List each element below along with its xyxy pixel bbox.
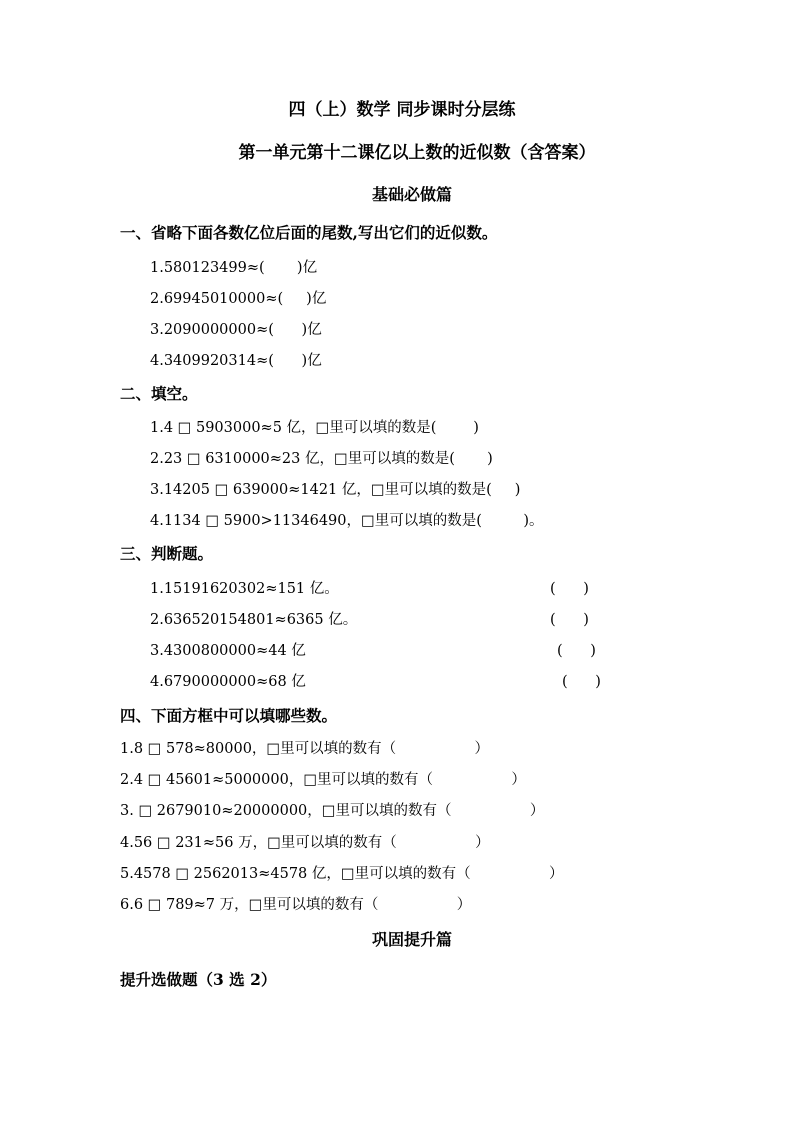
part3-item-1: 1.15191620302≈151 亿。 bbox=[150, 581, 339, 597]
part2-heading: 二、填空。 bbox=[120, 384, 198, 403]
part1-item-4: 4.3409920314≈( )亿 bbox=[150, 353, 322, 369]
part4-heading: 四、下面方框中可以填哪些数。 bbox=[120, 706, 338, 725]
part4-item-3: 3. □ 2679010≈20000000，□里可以填的数有（ ） bbox=[120, 803, 545, 819]
page-title: 四（上）数学 同步课时分层练 bbox=[288, 100, 516, 120]
part3-item-4: 4.6790000000≈68 亿 bbox=[150, 674, 306, 690]
part3-bracket-1: ( ) bbox=[550, 581, 589, 597]
advanced-heading: 提升选做题（3 选 2） bbox=[120, 970, 277, 989]
part3-heading: 三、判断题。 bbox=[120, 544, 214, 563]
part4-item-2: 2.4 □ 45601≈5000000，□里可以填的数有（ ） bbox=[120, 772, 526, 788]
part3-item-2: 2.636520154801≈6365 亿。 bbox=[150, 612, 358, 628]
part1-heading: 一、省略下面各数亿位后面的尾数,写出它们的近似数。 bbox=[120, 223, 498, 242]
section-basic-title: 基础必做篇 bbox=[371, 185, 452, 204]
part3-bracket-3: ( ) bbox=[557, 643, 596, 659]
page-subtitle: 第一单元第十二课亿以上数的近似数（含答案） bbox=[238, 143, 596, 163]
section-advanced-title: 巩固提升篇 bbox=[371, 930, 452, 949]
part1-item-3: 3.2090000000≈( )亿 bbox=[150, 322, 322, 338]
part1-item-2: 2.69945010000≈( )亿 bbox=[150, 291, 327, 307]
part3-item-3: 3.4300800000≈44 亿 bbox=[150, 643, 306, 659]
part2-item-4: 4.1134 □ 5900>11346490，□里可以填的数是( )。 bbox=[150, 513, 544, 529]
part4-item-5: 5.4578 □ 2562013≈4578 亿，□里可以填的数有（ ） bbox=[120, 866, 564, 882]
part2-item-2: 2.23 □ 6310000≈23 亿，□里可以填的数是( ) bbox=[150, 451, 493, 467]
part2-item-1: 1.4 □ 5903000≈5 亿，□里可以填的数是( ) bbox=[150, 420, 479, 436]
part4-item-4: 4.56 □ 231≈56 万，□里可以填的数有（ ） bbox=[120, 835, 490, 851]
part4-item-1: 1.8 □ 578≈80000，□里可以填的数有（ ） bbox=[120, 741, 489, 757]
part4-item-6: 6.6 □ 789≈7 万，□里可以填的数有（ ） bbox=[120, 897, 472, 913]
part1-item-1: 1.580123499≈( )亿 bbox=[150, 260, 318, 276]
part3-bracket-4: ( ) bbox=[562, 674, 601, 690]
part2-item-3: 3.14205 □ 639000≈1421 亿，□里可以填的数是( ) bbox=[150, 482, 521, 498]
part3-bracket-2: ( ) bbox=[550, 612, 589, 628]
